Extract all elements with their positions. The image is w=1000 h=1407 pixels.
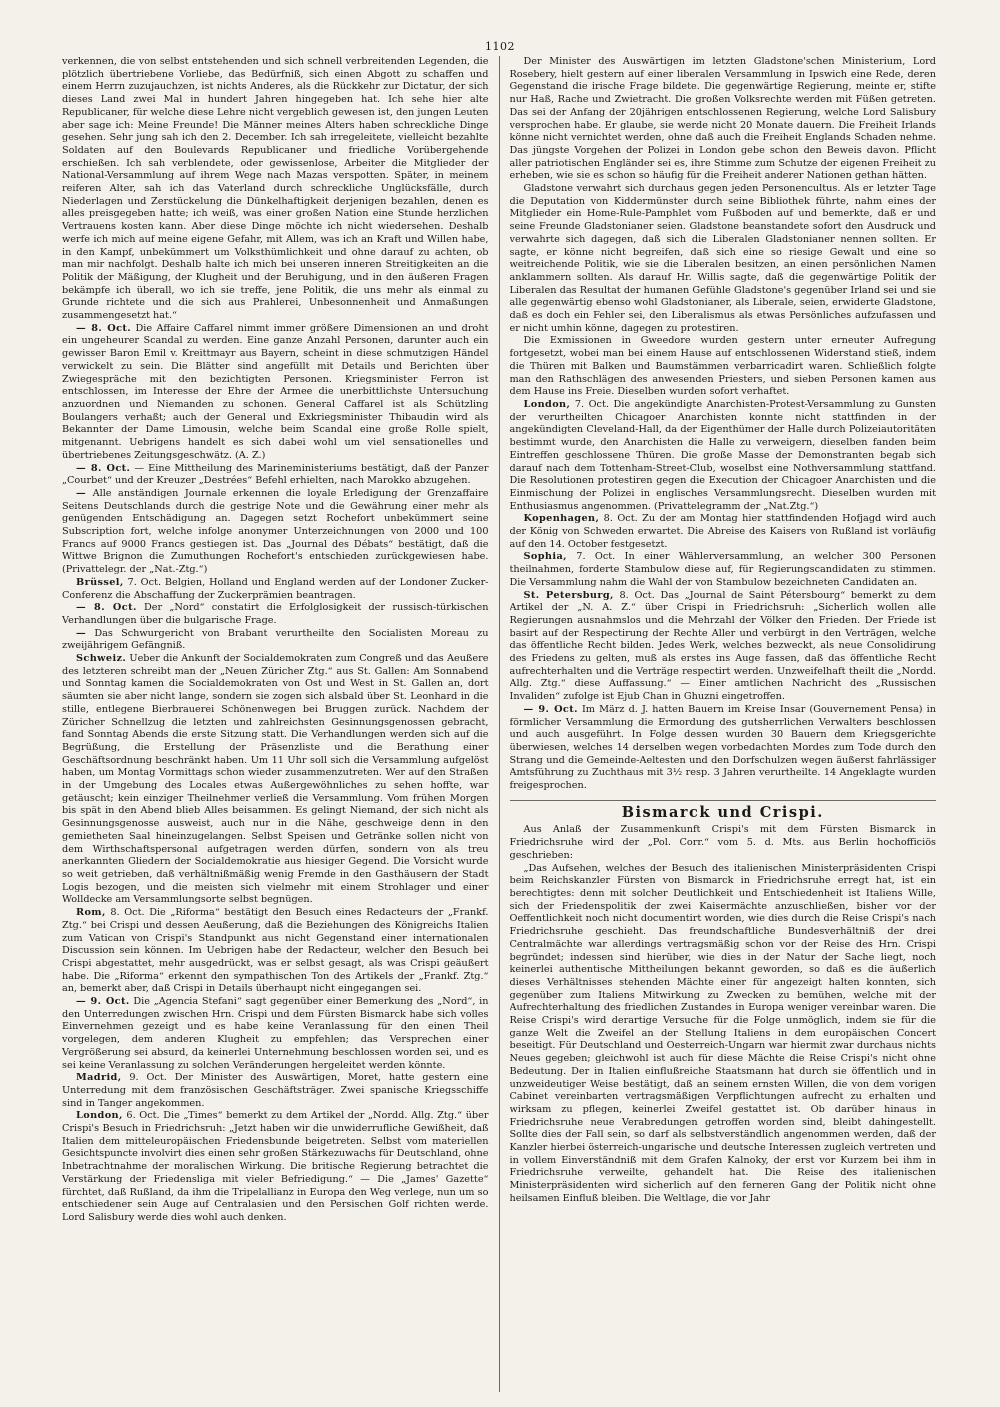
paragraph-text: Aus Anlaß der Zusammenkunft Crispi's mit dem Fürsten Bismarck in Friedrichsruhe wird der „Pol. Corr.“ vom 5. d. Mts. aus Berlin hochofficiös geschrieben: <box>509 824 936 861</box>
dateline: — 8. Oct. <box>76 602 137 614</box>
news-paragraph <box>62 488 489 577</box>
paragraph-text: Das Schwurgericht von Brabant verurtheilte den Socialisten Moreau zu zweijährigem Gefängniß. <box>62 627 489 652</box>
news-paragraph <box>510 399 937 513</box>
news-paragraph <box>62 653 489 907</box>
page-number: 1102 <box>485 40 515 53</box>
column-divider <box>499 56 500 1392</box>
paragraph-text: Ueber die Ankunft der Socialdemokraten zum Congreß und das Aeußere des letzteren schreibt man der „Neuen Züricher Ztg.“ aus St. Gallen: Am Sonnabend und Sonntag kamen die Socialdemokraten von Ost und West in St. Gallen an, dort säumten sie aber nicht lange, sondern sie zogen sich alsbald über St. Leonhard in die stille, entlegene Bierbrauerei Schönenwegen bei Bruggen zurück. Nachdem der Züricher Schnellzug die letzten und zahlreichsten Gesinnungsgenossen gebracht, fand Sonntag Abends die erste Sitzung statt. Die Verhandlungen werden sich auf die Begrüßung, die Erstellung der Präsenzliste und die Berathung einer Geschäftsordnung beschränkt haben. Um 11 Uhr soll sich die Versammlung aufgelöst haben, um Montag Vormittags schon wieder zusammenzutreten. Wer auf den Straßen in der Umgebung des Locales etwas Außergewöhnliches zu sehen hoffte, war getäuscht; kein einziger Theilnehmer verließ die Versammlung. Vom frühen Morgen bis spät in den Abend blieb Alles beisammen. Es gelingt Niemand, der sich nicht als Gesinnungsgenosse ausweist, auch nur in die Nähe, geschweige denn in den gemietheten Saal hineinzugelangen. Selbst Speisen und Getränke sollen nicht von dem Wirthschaftspersonal aufgetragen werden dürfen, sondern von als treu anerkannten Gliedern der Socialdemokratie aus hiesiger Gegend. Die Vorsicht wurde so weit getrieben, daß verhältnißmäßig wenig Fremde in den Gasthäusern der Stadt Logis bezogen, und die meisten sich vielmehr mit einem Strohlager und einer Wolldecke am Versammlungsorte selbst begnügen. <box>62 653 489 906</box>
left-column <box>62 56 489 1392</box>
news-paragraph <box>62 463 489 488</box>
news-paragraph <box>510 863 937 1206</box>
paragraph-text: Der Minister des Auswärtigen im letzten Gladstone'schen Ministerium, Lord Rosebery, hielt gestern auf einer liberalen Versammlung in Ipswich eine Rede, deren Gegenstand die irische Frage bildete. Die gegenwärtige Regierung, meinte er, stifte nur Haß, Rache und Zwietracht. Die großen Volksrechte werden mit Füßen getreten. Das sei der Anfang der 20jährigen entschlossenen Regierung, welche Lord Salisbury versprochen habe. Er glaube, sie werde nicht 20 Monate dauern. Die Freiheit Irlands könne nicht vernichtet werden, ohne daß auch die Freiheit Englands Schaden nehme. Das jüngste Vorgehen der Polizei in London gebe schon den Beweis davon. Pflicht aller patriotischen Engländer sei es, ihre Stimme zum Schutze der eigenen Freiheit zu erheben, wie sie es schon so häufig für die Freiheit anderer Nationen gethan hätten. <box>509 56 936 182</box>
news-paragraph <box>62 602 489 627</box>
news-paragraph <box>510 513 937 551</box>
paragraph-text: Der „Nord“ constatirt die Erfolglosigkeit der russisch-türkischen Verhandlungen über die bulgarische Frage. <box>62 602 489 626</box>
paragraph-text: Die Affaire Caffarel nimmt immer größere Dimensionen an und droht ein ungeheurer Scandal zu werden. Eine ganze Anzahl Personen, darunter auch ein gewisser Baron Emil v. Kreittmayr aus Bayern, scheint in diese schmutzigen Händel verwickelt zu sein. Die Blätter sind angefüllt mit Details und Berichten über Zwiegespräche mit den bezichtigten Personen. Kriegsminister Ferron ist entschlossen, im Interesse der Ehre der Armee die unerbittlichste Untersuchung anzuordnen und Niemanden zu schonen. General Caffarel ist als Schützling Boulangers verhaßt; auch der General und Exkriegsminister Thibaudin wird als Bekannter der Dame Limousin, welche beim Scandal eine große Rolle spielt, mitgenannt. Uebrigens handelt es sich dabei wohl um viel sensationelles und übertriebenes Zeitungsgeschwätz. (A. Z.) <box>62 322 489 461</box>
paragraph-text: 8. Oct. Das „Journal de Saint Pétersbourg“ bemerkt zu dem Artikel der „N. A. Z.“ über Crispi in Friedrichsruh: „Sicherlich wollen alle Regierungen ausnahmslos und die Mehrzahl der Völker den Frieden. Der Friede ist basirt auf der Respectirung der Rechte Aller und verbürgt in den Verträgen, welche das öffentliche Recht bilden. Jedes Werk, welches bezweckt, als neue Consolidirung des Friedens zu gelten, muß als erstes ins Auge fassen, daß das öffentliche Recht aufrechterhalten und die Verträge respectirt werden. Unzweifelhaft theilt die „Nordd. Allg. Ztg.“ diese Auffassung.“ — Einer amtlichen Nachricht des „Russischen Invaliden“ zufolge ist Ejub Chan in Ghuzni eingetroffen. <box>509 589 936 703</box>
news-paragraph <box>510 704 937 793</box>
paragraph-text: 6. Oct. Die „Times“ bemerkt zu dem Artikel der „Nordd. Allg. Ztg.“ über Crispi's Besuch in Friedrichsruh: „Jetzt haben wir die unwiderrufliche Gewißheit, daß Italien dem mitteleuropäischen Friedensbunde beigetreten. Selbst vom materiellen Gesichtspuncte involvirt dies einen sehr großen Stärkezuwachs für Deutschland, ohne Inbetrachtnahme der moralischen Wirkung. Die britische Regierung betrachtet die Verstärkung der Friedensliga mit vieler Befriedigung.“ — Die „James' Gazette“ fürchtet, daß Rußland, da ihm die Tripelallianz in Europa den Weg verlege, nun um so entschiedener sein Auge auf Centralasien und den Persischen Golf richten werde. Lord Salisbury werde dies wohl auch denken. <box>62 1110 489 1223</box>
dateline: London, <box>76 1110 123 1122</box>
news-paragraph <box>62 1072 489 1110</box>
dateline: London, <box>523 398 571 410</box>
news-paragraph <box>510 56 937 183</box>
news-paragraph <box>62 323 489 463</box>
right-column <box>510 56 937 1392</box>
section-title: Bismarck und Crispi. <box>510 800 937 820</box>
dateline: Madrid, <box>76 1072 122 1084</box>
paragraph-text: 8. Oct. Zu der am Montag hier stattfindenden Hofjagd wird auch der König von Schweden erwartet. Die Abreise des Kaisers von Rußland ist vorläufig auf den 14. October festgesetzt. <box>509 513 936 550</box>
paragraph-text: 7. Oct. Die angekündigte Anarchisten-Protest-Versammlung zu Gunsten der verurtheilten Chicagoer Anarchisten konnte nicht stattfinden in der angekündigten Cleveland-Hall, da der Eigenthümer der Halle durch Polizeiautoritäten bestimmt wurde, den Anarchisten die Halle zu verweigern, dieselben fanden beim Eintreffen geschlossene Thüren. Die große Masse der Demonstranten begab sich darauf nach dem Tottenham-Street-Club, woselbst eine Nothversammlung stattfand. Die Resolutionen protestiren gegen die Execution der Chicagoer Anarchisten und die Einmischung der Polizei in englisches Versammlungsrecht. Dieselben wurden mit Enthusiasmus angenommen. (Privattelegramm der „Nat.Ztg.“) <box>509 398 936 512</box>
dateline: Rom, <box>76 907 106 919</box>
paragraph-text: Gladstone verwahrt sich durchaus gegen jeden Personencultus. Als er letzter Tage die Deputation von Kiddermünster durch seine Bibliothek führte, nahm eines der Mitglieder ein Home-Rule-Pamphlet vom Fußboden auf und bemerkte, daß er und seine Freunde Gladstonianer seien. Gladstone beanstandete sofort den Ausdruck und verwahrte sich dagegen, daß sich die Liberalen Gladstonianer nennen sollten. Er sagte, er könne nicht begreifen, daß sich eine so riesige Gewalt und eine so weitreichende Politik, wie sie die Liberalen besitzen, an einen persönlichen Namen anklammern sollten. Als darauf Hr. Willis sagte, daß die gegenwärtige Politik der Liberalen das Resultat der humanen Gefühle Gladstone's gegenüber Irland sei und sie alle gegenwärtig ebenso wohl Gladstonianer, als Liberale, seien, erwiderte Gladstone, daß es doch ein Fehler sei, den Liberalismus als etwas Persönliches aufzufassen und er nicht umhin könne, dagegen zu protestiren. <box>509 183 936 334</box>
news-paragraph <box>62 577 489 602</box>
dateline: — <box>76 627 87 639</box>
dateline: — 8. Oct. <box>76 462 131 474</box>
paragraph-text: — Eine Mittheilung des Marineministeriums bestätigt, daß der Panzer „Courbet“ und der Kreuzer „Destrées“ Befehl erhielten, nach Marokko abzugehen. <box>62 462 489 487</box>
dateline: — 9. Oct. <box>523 703 578 715</box>
paragraph-text: Im März d. J. hatten Bauern im Kreise Insar (Gouvernement Pensa) in förmlicher Versammlung die Ermordung des gutsherrlichen Verwalters beschlossen und auch ausgeführt. In Folge dessen wurden 30 Bauern dem Kriegsgerichte überwiesen, welches 14 derselben wegen vorbedachten Mordes zum Tode durch den Strang und die Gemeinde-Aeltesten und den Dorfschulzen wegen äußerst fahrlässiger Amtsführung zu Zuchthaus mit 3½ resp. 3 Jahren verurtheilte. 14 Angeklagte wurden freigesprochen. <box>509 703 936 792</box>
dateline: Brüssel, <box>76 576 124 588</box>
paragraph-text: verkennen, die von selbst entstehenden und sich schnell verbreitenden Legenden, die plötzlich übertriebene Vorliebe, das Bedürfniß, sich einen Abgott zu schaffen und einem Herrn zuzujauchzen, ist nichts Anderes, als die Rückkehr zur Dictatur, der sich dieses Land zwei Mal in hundert Jahren hingegeben hat. Ich sehe hier alte Republicaner, für welche diese Lehre nicht vergeblich gewesen ist, den jungen Leuten aber sage ich: Meine Freunde! Die Männer meines Alters haben schreckliche Dinge gesehen. Sehr jung sah ich den 2. December. Ich sah irregeleitete, vielleicht bezahlte Soldaten auf den Boulevards Republicaner und friedliche Vorübergehende erschießen. Ich sah verblendete, oder gewissenlose, Arbeiter die Mitglieder der National-Versammlung auf ihrem Wege nach Mazas verspotten. Später, in meinem reiferen Alter, sah ich das Vaterland durch schreckliche Unglücksfälle, durch Niederlagen und Zerstückelung die Dünkelhaftigkeit derjenigen bezahlen, denen es alles preisgegeben hatte; ich weiß, was einer großen Nation eine Stunde herzlichen Vertrauens kosten kann. Aber diese Dinge möchte ich nicht wiedersehen. Deshalb werfe ich mich auf meine eigene Gefahr, mit Allem, was ich an Kraft und Willen habe, in den Kampf, unbekümmert um Volksthümlichkeit und ohne darauf zu achten, ob man mir nachfolgt. Deshalb halte ich mich bei unseren inneren Streitigkeiten an die Politik der Mäßigung, der Klugheit und der Beruhigung, und in den äußeren Fragen bekämpfe ich überall, wo ich sie treffe, jene Politik, die uns mehr als einmal zu Grunde richtete und die sich aus Prahlerei, Unbesonnenheit und Anmaßungen zusammengesetzt hat.“ <box>62 56 489 322</box>
paragraph-text: 7. Oct. In einer Wählerversammlung, an welcher 300 Personen theilnahmen, forderte Stambulow diese auf, für Regierungscandidaten zu stimmen. Die Versammlung nahm die Wahl der von Stambulow bezeichneten Candidaten an. <box>509 551 936 588</box>
news-paragraph <box>62 56 489 323</box>
dateline: Kopenhagen, <box>523 513 600 525</box>
news-paragraph <box>510 183 937 335</box>
paragraph-text: Alle anständigen Journale erkennen die loyale Erledigung der Grenzaffaire Seitens Deutschlands durch die gestrige Note und die Gewährung einer mehr als genügenden Entschädigung an. Dagegen setzt Rochefort unbekümmert seine Subscription fort, welche infolge anonymer Unterzeichnungen von 2000 und 100 Francs auf 9000 Francs gestiegen ist. Das „Journal des Débats“ bestätigt, daß die Wittwe Brignon die Zumuthungen Rochefort's entschieden zurückgewiesen habe. (Privattelegr. der „Nat.-Ztg.“) <box>62 487 489 576</box>
dateline: — 9. Oct. <box>76 996 130 1008</box>
news-paragraph <box>62 628 489 653</box>
paragraph-text: 7. Oct. Belgien, Holland und England werden auf der Londoner Zucker-Conferenz die Abschaffung der Zuckerprämien beantragen. <box>62 576 489 601</box>
paragraph-text: „Das Aufsehen, welches der Besuch des italienischen Ministerpräsidenten Crispi beim Reichskanzler Fürsten von Bismarck in Friedrichsruhe erregt hat, ist ein berechtigtes: denn mit solcher Deutlichkeit und Entschiedenheit ist Italiens Wille, sich der Friedenspolitik der zwei Kaisermächte anzuschließen, bisher vor der Oeffentlichkeit noch nicht documentirt worden, wie dies durch die Reise Crispi's nach Friedrichsruhe geschieht. Das freundschaftliche Bundesverhältniß der drei Centralmächte war allerdings vertragsmäßig schon vor der Reise des Hrn. Crispi begründet; indessen sind hierüber, wie dies in der Natur der Sache liegt, noch keinerlei authentische Mittheilungen bekannt geworden, so daß es die äußerlich dieses Verhältnisses stehenden Mächte einer für angezeigt halten konnten, sich gegenüber zum Italiens Mitwirkung zu Zwecken zu bemühen, welche mit der Aufrechterhaltung des friedlichen Zustandes in Europa weniger vereinbar waren. Die Reise Crispi's wird derartige Versuche für die Folge unmöglich, indem sie für die ganze Welt die Zweifel an der Stellung Italiens in dem europäischen Concert beseitigt. Für Deutschland und Oesterreich-Ungarn war hiermit zwar durchaus nichts Neues gegeben; gleichwohl ist auch für diese Mächte die Reise Crispi's nicht ohne Bedeutung. Der in Italien einflußreiche Staatsmann hat durch sie öffentlich und in unzweideutiger Weise bestätigt, daß an seinem ernsten Willen, die von dem vorigen Cabinet vereinbarten vertragsmäßigen Verpflichtungen aufrecht zu erhalten und wirksam zu pflegen, keinerlei Zweifel gestattet ist. Ob darüber hinaus in Friedrichsruhe neue Verabredungen getroffen worden sind, bleibt dahingestellt. Sollte dies der Fall sein, so darf als selbstverständlich angenommen werden, daß der Kanzler hierbei österreich-ungarische und deutsche Interessen zugleich vertreten und in vollem Einverständniß mit dem Grafen Kalnoky, der erst vor Kurzem bei ihm in Friedrichsruhe verweilte, gehandelt hat. Die Reise des italienischen Ministerpräsidenten wird sicherlich auf den ferneren Gang der Politik nicht ohne heilsamen Einfluß bleiben. Die Weltlage, die vor Jahr <box>509 862 936 1204</box>
news-paragraph <box>62 907 489 996</box>
article-columns <box>62 56 936 1392</box>
paragraph-text: Die „Agencia Stefani“ sagt gegenüber einer Bemerkung des „Nord“, in den Unterredungen zwischen Hrn. Crispi und dem Fürsten Bismarck habe sich volles Einvernehmen gezeigt und es habe keine Veranlassung für den einen Theil vorgelegen, dem anderen Klugheit zu empfehlen; das Versprechen einer Vergrößerung sei absurd, da keinerlei Unternehmung beschlossen worden sei, und es sei keine Veranlassung zu solchen Veränderungen hergeleitet werden könnte. <box>62 996 489 1071</box>
news-paragraph <box>510 824 937 862</box>
dateline: — 8. Oct. <box>76 322 132 334</box>
paragraph-text: 8. Oct. Die „Riforma“ bestätigt den Besuch eines Redacteurs der „Frankf. Ztg.“ bei Crispi und dessen Aeußerung, daß die Beziehungen des Königreichs Italien zum Vatican von Crispi's Standpunkt aus nicht Gegenstand einer internationalen Discussion sein können. Im Uebrigen habe der Redacteur, welcher den Besuch bei Crispi abgestattet, mehr ausgedrückt, was er selbst gesagt, als was Crispi geäußert habe. Die „Riforma“ erkennt den sympathischen Ton des Artikels der „Frankf. Ztg.“ an, bemerkt aber, daß Crispi in Details überhaupt nicht eingegangen sei. <box>62 907 489 995</box>
news-paragraph <box>62 996 489 1072</box>
dateline: Schweiz. <box>76 653 127 665</box>
dateline: Sophia, <box>523 551 567 563</box>
news-paragraph <box>510 551 937 589</box>
dateline: — <box>76 487 87 499</box>
paragraph-text: Die Exmissionen in Gweedore wurden gestern unter erneuter Aufregung fortgesetzt, wobei man bei einem Hause auf entschlossenen Widerstand stieß, indem die Thüren mit Balken und Baumstämmen verbarricadirt waren. Schließlich folgte man den Rathschlägen des anwesenden Priesters, und sieben Personen kamen aus dem Hause ins Freie. Dieselben wurden sofort verhaftet. <box>509 335 936 398</box>
dateline: St. Petersburg, <box>523 589 614 601</box>
news-paragraph <box>510 335 937 399</box>
news-paragraph <box>510 590 937 704</box>
paragraph-text: 9. Oct. Der Minister des Auswärtigen, Moret, hatte gestern eine Unterredung mit dem französischen Geschäftsträger. Zwei spanische Kriegsschiffe sind in Tanger angekommen. <box>62 1072 489 1109</box>
news-paragraph <box>62 1110 489 1224</box>
